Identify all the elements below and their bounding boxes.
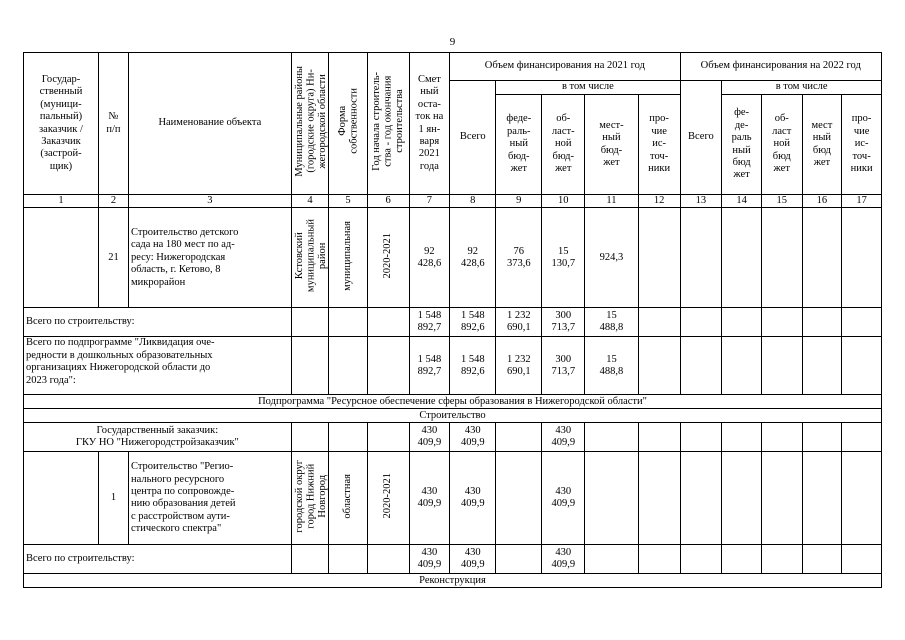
header-including-2022: в том числе (722, 81, 882, 95)
column-number: 12 (638, 195, 680, 208)
header-object-name: Наименование объекта (128, 53, 291, 195)
cell-regional-2021: 300 713,7 (542, 308, 585, 337)
cell-empty (761, 452, 802, 545)
cell-empty (842, 452, 882, 545)
column-number: 2 (98, 195, 128, 208)
column-number: 6 (367, 195, 409, 208)
cell-empty (842, 423, 882, 452)
cell-estimate: 92 428,6 (409, 208, 450, 308)
cell-empty (585, 423, 639, 452)
cell-empty (680, 308, 722, 337)
cell-total-2021: 92 428,6 (450, 208, 496, 308)
header-funding-2021: Объем финансирования на 2021 год (450, 53, 680, 81)
table-row-subprogram-total (24, 337, 882, 395)
cell-regional-2021: 430 409,9 (542, 545, 585, 574)
cell-label: Всего по подпрограмме "Ликвидация оче- редности в дошкольных образовательных организациях Нижегородской области до 2023 года": (24, 337, 292, 395)
column-number: 8 (450, 195, 496, 208)
cell-federal-2021: 76 373,6 (496, 208, 542, 308)
column-number: 13 (680, 195, 722, 208)
cell-empty (680, 423, 722, 452)
header-total-2022: Всего (680, 81, 722, 195)
column-numbers-row (24, 195, 882, 208)
header-other-2022: про- чие ис- точ- ники (842, 95, 882, 195)
column-number: 9 (496, 195, 542, 208)
cell-ownership (329, 545, 368, 574)
cell-ownership (329, 337, 368, 395)
cell-years (367, 423, 409, 452)
cell-local-2021: 15 488,8 (585, 308, 639, 337)
cell-federal-2022 (722, 208, 762, 308)
cell-estimate: 430 409,9 (409, 452, 450, 545)
cell-empty (761, 545, 802, 574)
cell-empty (722, 545, 762, 574)
cell-other-2022 (842, 208, 882, 308)
column-number: 10 (542, 195, 585, 208)
cell-customer (24, 208, 99, 308)
cell-ownership (329, 308, 368, 337)
cell-label: Всего по строительству: (24, 545, 292, 574)
cell-object-name: Строительство "Регио- нального ресурсного центра по сопровожде- нию образования детей с расстройством аути- стического спектра" (128, 452, 291, 545)
header-estimate: Смет ный оста- ток на 1 ян- варя 2021 года (409, 53, 450, 195)
cell-local-2021: 924,3 (585, 208, 639, 308)
cell-estimate: 1 548 892,7 (409, 308, 450, 337)
cell-years (367, 545, 409, 574)
cell-estimate: 430 409,9 (409, 423, 450, 452)
cell-total-2021: 430 409,9 (450, 452, 496, 545)
table-row-resource-center (24, 452, 882, 545)
cell-empty (722, 423, 762, 452)
column-number: 4 (291, 195, 328, 208)
column-number: 1 (24, 195, 99, 208)
cell-label: Государственный заказчик: ГКУ НО "Нижегородстройзаказчик" (24, 423, 292, 452)
cell-label: Всего по строительству: (24, 308, 292, 337)
cell-regional-2022 (761, 208, 802, 308)
column-number: 16 (802, 195, 842, 208)
header-ownership: Форма собственности (329, 53, 368, 195)
cell-regional-2021: 300 713,7 (542, 337, 585, 395)
cell-district: городской округ город Нижний Новгород (291, 452, 328, 545)
cell-total-2021: 430 409,9 (450, 423, 496, 452)
cell-empty (680, 337, 722, 395)
header-federal-2021: феде- раль- ный бюд- жет (496, 95, 542, 195)
cell-num: 21 (98, 208, 128, 308)
cell-empty (802, 423, 842, 452)
cell-local-2022 (802, 208, 842, 308)
cell-object-name: Строительство детского сада на 180 мест по ад- ресу: Нижегородская область, г. Кетово, 8 микрорайон (128, 208, 291, 308)
cell-ownership: областная (329, 452, 368, 545)
header-district: Муниципальные районы (городские округа) Ни- жегородской области (291, 53, 328, 195)
cell-empty (585, 452, 639, 545)
cell-empty (761, 337, 802, 395)
cell-total-2021: 430 409,9 (450, 545, 496, 574)
cell-empty (802, 452, 842, 545)
column-number: 7 (409, 195, 450, 208)
cell-federal-2021: 1 232 690,1 (496, 308, 542, 337)
header-regional-2021: об- ласт- ной бюд- жет (542, 95, 585, 195)
header-total-2021: Всего (450, 81, 496, 195)
cell-district (291, 423, 328, 452)
cell-empty (722, 337, 762, 395)
cell-empty (680, 452, 722, 545)
cell-empty (761, 423, 802, 452)
column-number: 14 (722, 195, 762, 208)
cell-empty (638, 545, 680, 574)
header-regional-2022: об- ласт ной бюд жет (761, 95, 802, 195)
header-federal-2022: фе- де- раль ный бюд жет (722, 95, 762, 195)
column-number: 11 (585, 195, 639, 208)
header-other-2021: про- чие ис- точ- ники (638, 95, 680, 195)
cell-empty (585, 545, 639, 574)
cell-empty (761, 308, 802, 337)
column-number: 17 (842, 195, 882, 208)
cell-empty (638, 452, 680, 545)
cell-empty (842, 337, 882, 395)
cell-empty (638, 308, 680, 337)
header-customer: Государ- ственный (муници- пальный) заказчик / Заказчик (застрой- щик) (24, 53, 99, 195)
cell-other-2021 (638, 208, 680, 308)
cell-empty (802, 308, 842, 337)
cell-total-2021: 1 548 892,6 (450, 337, 496, 395)
cell-district (291, 308, 328, 337)
header-local-2021: мест- ный бюд- жет (585, 95, 639, 195)
cell-district (291, 337, 328, 395)
cell-estimate: 1 548 892,7 (409, 337, 450, 395)
cell-years: 2020-2021 (367, 452, 409, 545)
cell-district: Кстовский муниципальный район (291, 208, 328, 308)
header-including-2021: в том числе (496, 81, 680, 95)
page-number: 9 (449, 36, 456, 48)
cell-years (367, 308, 409, 337)
cell-num: 1 (98, 452, 128, 545)
header-local-2022: мест ный бюд жет (802, 95, 842, 195)
cell-customer (24, 452, 99, 545)
cell-ownership: муниципальная (329, 208, 368, 308)
cell-empty (802, 545, 842, 574)
cell-federal-2021 (496, 452, 542, 545)
section-reconstruction: Реконструкция (24, 574, 882, 588)
table-row-total-construction (24, 545, 882, 574)
table-row-kindergarten (24, 208, 882, 308)
cell-empty (842, 545, 882, 574)
table-row-total-construction (24, 308, 882, 337)
header-years: Год начала строитель- ства - год окончания строительства (367, 53, 409, 195)
cell-federal-2021 (496, 545, 542, 574)
cell-empty (680, 545, 722, 574)
column-number: 5 (329, 195, 368, 208)
cell-empty (638, 337, 680, 395)
cell-total-2021: 1 548 892,6 (450, 308, 496, 337)
cell-empty (722, 452, 762, 545)
cell-total-2022 (680, 208, 722, 308)
cell-regional-2021: 15 130,7 (542, 208, 585, 308)
column-number: 15 (761, 195, 802, 208)
document-body (23, 52, 882, 588)
cell-regional-2021: 430 409,9 (542, 423, 585, 452)
header-num: № п/п (98, 53, 128, 195)
cell-ownership (329, 423, 368, 452)
cell-federal-2021 (496, 423, 542, 452)
cell-empty (722, 308, 762, 337)
column-number: 3 (128, 195, 291, 208)
subprogram-title: Подпрограмма "Ресурсное обеспечение сферы образования в Нижегородской области" (24, 395, 882, 409)
cell-empty (802, 337, 842, 395)
header-funding-2022: Объем финансирования на 2022 год (680, 53, 882, 81)
cell-district (291, 545, 328, 574)
cell-empty (638, 423, 680, 452)
cell-estimate: 430 409,9 (409, 545, 450, 574)
cell-regional-2021: 430 409,9 (542, 452, 585, 545)
cell-empty (842, 308, 882, 337)
cell-years: 2020-2021 (367, 208, 409, 308)
cell-years (367, 337, 409, 395)
table-row-state-customer (24, 423, 882, 452)
section-construction: Строительство (24, 409, 882, 423)
cell-federal-2021: 1 232 690,1 (496, 337, 542, 395)
cell-local-2021: 15 488,8 (585, 337, 639, 395)
financing-table (23, 52, 882, 588)
